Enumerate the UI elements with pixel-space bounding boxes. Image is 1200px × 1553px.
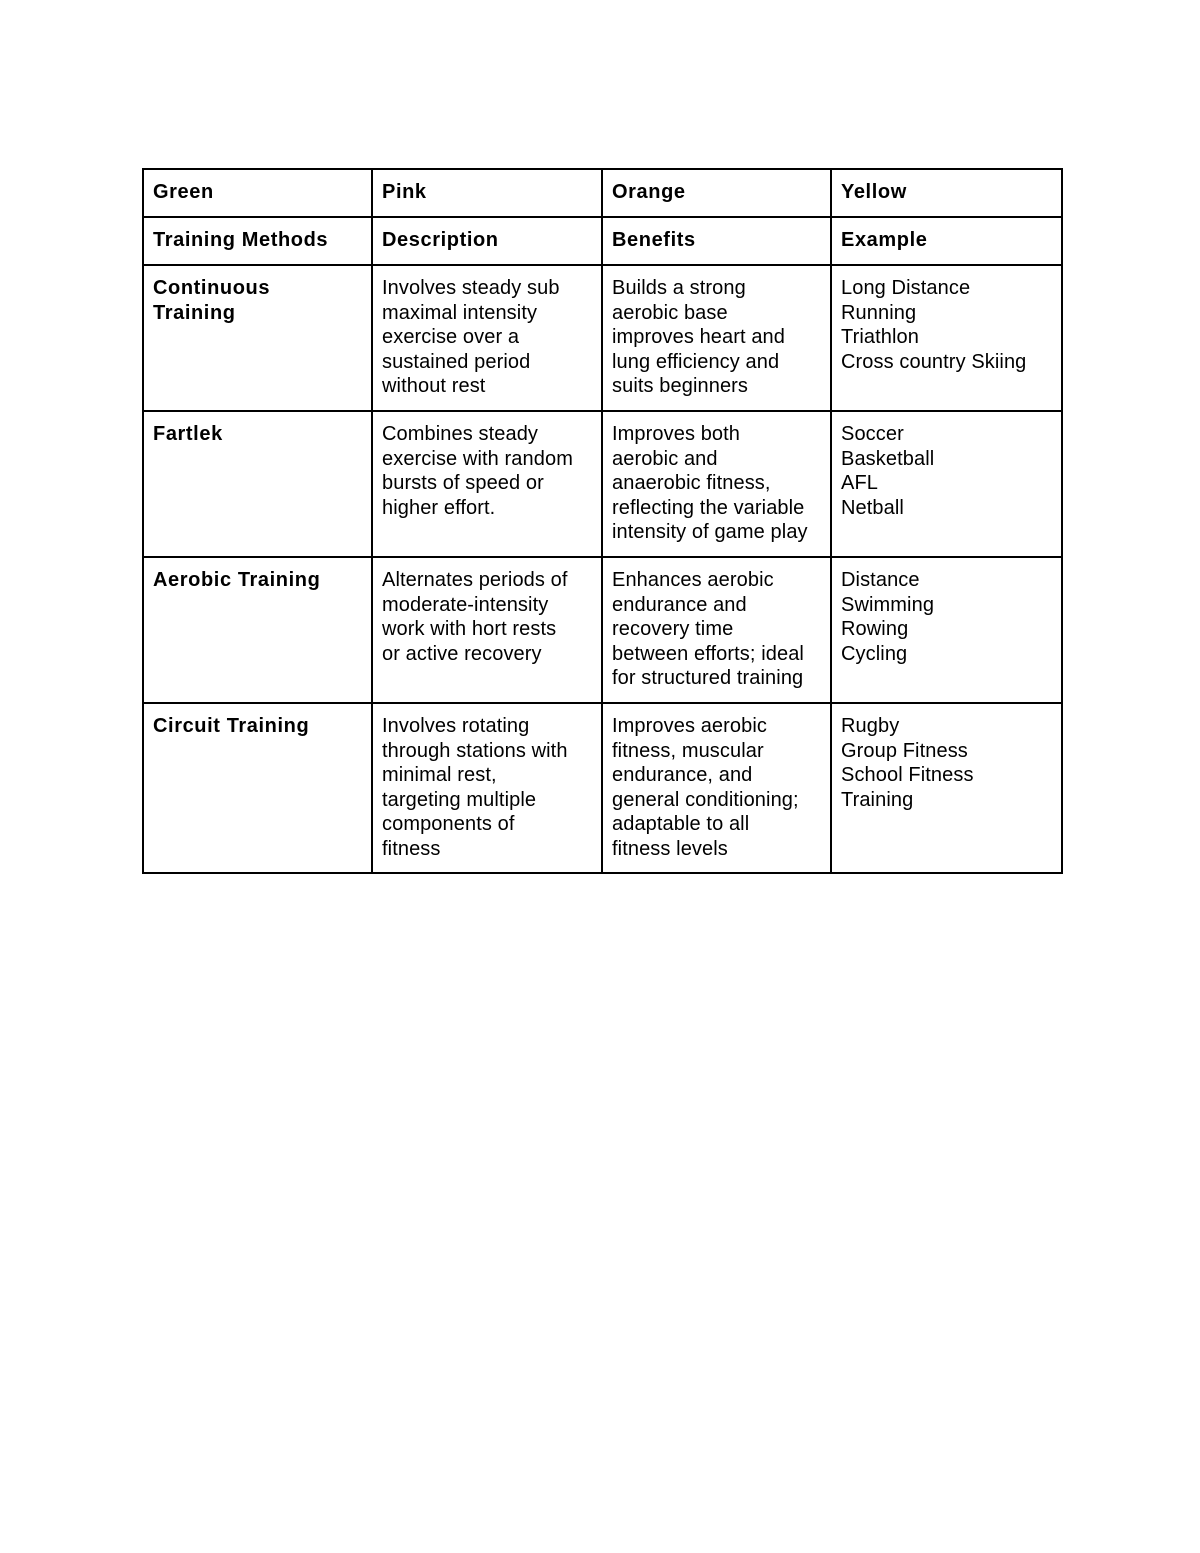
- color-cell-pink: Pink: [372, 169, 602, 217]
- example-cell: Soccer Basketball AFL Netball: [831, 411, 1062, 557]
- header-benefits: Benefits: [602, 217, 831, 265]
- color-cell-green: Green: [143, 169, 372, 217]
- description-cell: Alternates periods of moderate-intensity work with hort rests or active recovery: [372, 557, 602, 703]
- table-row: [143, 411, 1062, 557]
- header-description: Description: [372, 217, 602, 265]
- description-cell: Involves rotating through stations with minimal rest, targeting multiple components of fitness: [372, 703, 602, 873]
- header-training-methods: Training Methods: [143, 217, 372, 265]
- benefits-cell: Enhances aerobic endurance and recovery time between efforts; ideal for structured training: [602, 557, 831, 703]
- header-example: Example: [831, 217, 1062, 265]
- description-cell: Involves steady sub maximal intensity exercise over a sustained period without rest: [372, 265, 602, 411]
- method-cell: Aerobic Training: [143, 557, 372, 703]
- method-cell: Circuit Training: [143, 703, 372, 873]
- table-row: [143, 265, 1062, 411]
- description-cell: Combines steady exercise with random bursts of speed or higher effort.: [372, 411, 602, 557]
- benefits-cell: Builds a strong aerobic base improves heart and lung efficiency and suits beginners: [602, 265, 831, 411]
- header-row: [143, 217, 1062, 265]
- color-row: [143, 169, 1062, 217]
- benefits-cell: Improves both aerobic and anaerobic fitness, reflecting the variable intensity of game play: [602, 411, 831, 557]
- color-cell-orange: Orange: [602, 169, 831, 217]
- method-cell: Continuous Training: [143, 265, 372, 411]
- example-cell: Rugby Group Fitness School Fitness Training: [831, 703, 1062, 873]
- table-row: [143, 557, 1062, 703]
- training-methods-table: [142, 168, 1063, 874]
- benefits-cell: Improves aerobic fitness, muscular endurance, and general conditioning; adaptable to all fitness levels: [602, 703, 831, 873]
- example-cell: Distance Swimming Rowing Cycling: [831, 557, 1062, 703]
- table-row: [143, 703, 1062, 873]
- example-cell: Long Distance Running Triathlon Cross country Skiing: [831, 265, 1062, 411]
- color-cell-yellow: Yellow: [831, 169, 1062, 217]
- method-cell: Fartlek: [143, 411, 372, 557]
